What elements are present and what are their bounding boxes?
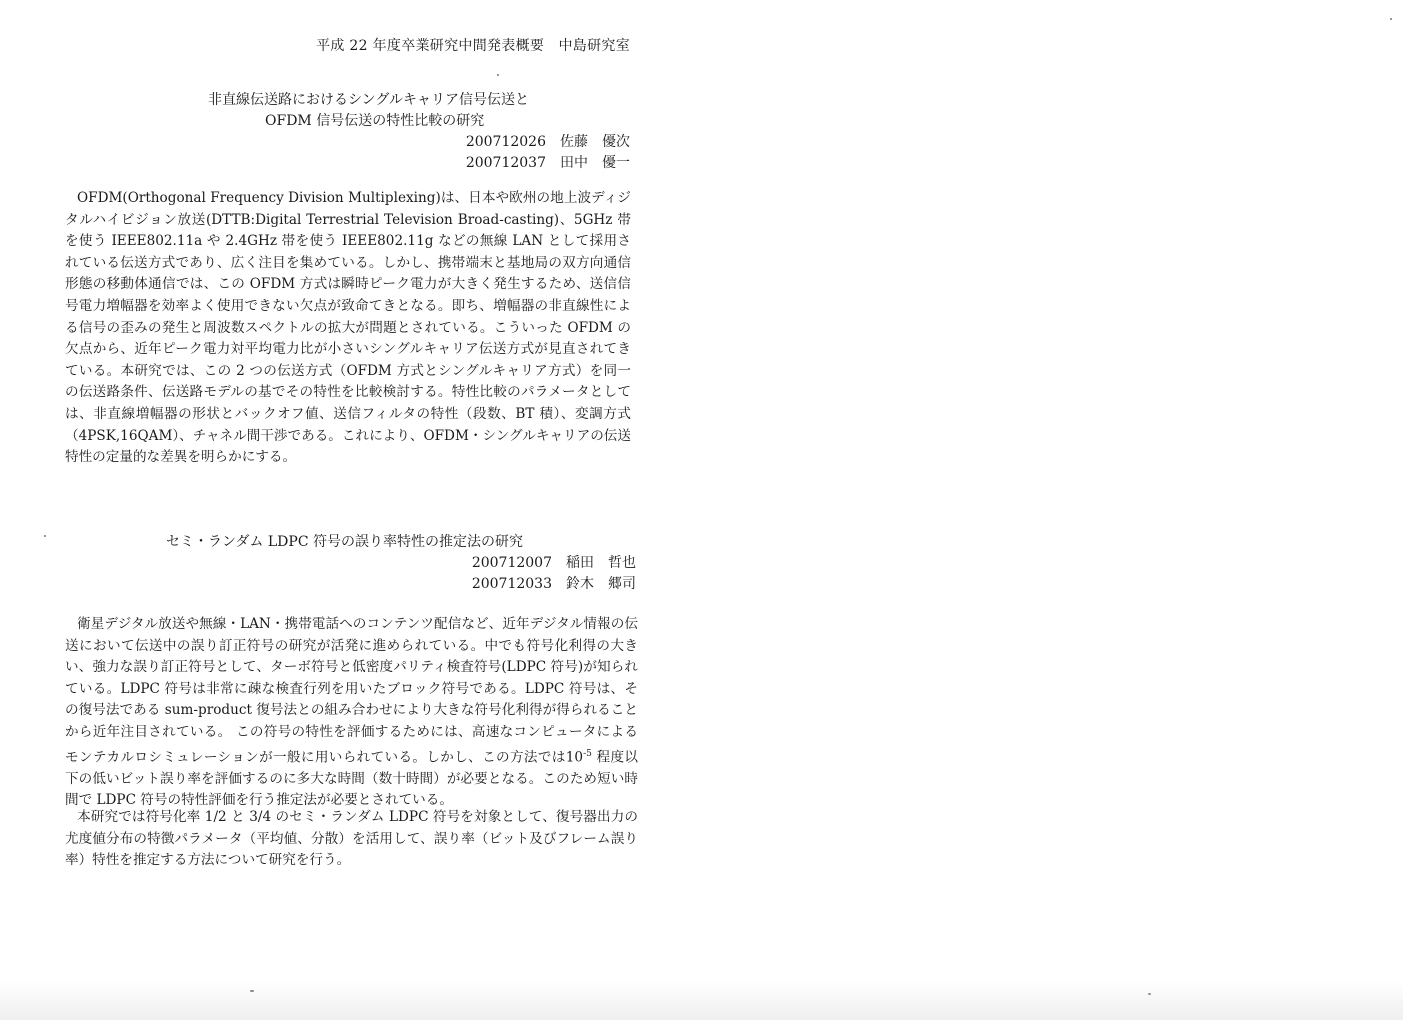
scan-shadow (0, 980, 1403, 1020)
paper2-author-1: 200712007 稲田 哲也 (471, 555, 636, 571)
paper1-title-line1: 非直線伝送路におけるシングルキャリア信号伝送と (208, 92, 529, 108)
report-header: 平成 22 年度卒業研究中間発表概要 中島研究室 (316, 38, 630, 54)
paper2-abstract-paragraph-2 (65, 807, 638, 872)
paper2-abstract-paragraph-1 (65, 614, 638, 812)
paper1-abstract-text: OFDM(Orthogonal Frequency Division Multiplexing)は、日本や欧州の地上波ディジタルハイビジョン放送(DTTB:Digital Terrestrial Television Broad-casting)、5GHz 帯を使う IEEE802.11a や 2.4GHz 帯を使う IEEE802.11g などの無線 LAN として採用されている伝送方式であり、広く注目を集めている。しかし、携帯端末と基地局の双方向通信形態の移動体通信では、この OFDM 方式は瞬時ピーク電力が大きく発生するため、送信信号電力増幅器を効率よく使用できない欠点が致命てきとなる。即ち、増幅器の非直線性による信号の歪みの発生と周波数スペクトルの拡大が問題とされている。こういった OFDM の欠点から、近年ピーク電力対平均電力比が小さいシングルキャリア伝送方式が見直されてきている。本研究では、この 2 つの伝送方式（OFDM 方式とシングルキャリア方式）を同一の伝送路条件、伝送路モデルの基でその特性を比較検討する。特性比較のパラメータとしては、非直線増幅器の形状とバックオフ値、送信フィルタの特性（段数、BT 積）、変調方式（4PSK,16QAM）、チャネル間干渉である。これにより、OFDM・シングルキャリアの伝送特性の定量的な差異を明らかにする。 (65, 190, 631, 466)
paper2-abstract-text-2: 本研究では符号化率 1/2 と 3/4 のセミ・ランダム LDPC 符号を対象として、復号器出力の尤度値分布の特徴パラメータ（平均値、分散）を活用して、誤り率（ビット及びフレーム誤り率）特性を推定する方法について研究を行う。 (65, 809, 638, 869)
paper1-author-1: 200712026 佐藤 優次 (465, 134, 630, 150)
paper2-abstract-text-1-rest: 程度以下の低いビット誤り率を評価するのに多大な時間（数十時間）が必要となる。このため短い時間で LDPC 符号の特性評価を行う推定法が必要とされている。 (65, 749, 638, 809)
paper1-abstract (65, 188, 631, 469)
scan-speck (1390, 18, 1392, 20)
scan-speck (44, 535, 46, 537)
paper2-abstract-text-1: 衛星デジタル放送や無線・LAN・携帯電話へのコンテンツ配信など、近年デジタル情報の伝送において伝送中の誤り訂正符号の研究が活発に進められている。中でも符号化利得の大きい、強力な誤り訂正符号として、ターボ符号と低密度パリティ検査符号(LDPC 符号)が知られている。LDPC 符号は非常に疎な検査行列を用いたブロック符号である。LDPC 符号は、その復号法である sum-product 復号法との組み合わせにより大きな符号化利得が得られることから近年注目されている。 この符号の特性を評価するためには、高速なコンピュータによるモンテカルロシミュレーションが一般に用いられている。しかし、この方法では (65, 616, 638, 766)
paper2-title: セミ・ランダム LDPC 符号の誤り率特性の推定法の研究 (166, 534, 523, 550)
exponent-power: -5 (583, 748, 592, 759)
paper1-author-2: 200712037 田中 優一 (465, 155, 630, 171)
paper2-author-2: 200712033 鈴木 郷司 (471, 576, 636, 592)
document-page (0, 0, 700, 1020)
paper1-title-line2: OFDM 信号伝送の特性比較の研究 (265, 113, 485, 129)
scan-speck (497, 74, 499, 76)
exponent-base: 10 (565, 749, 584, 766)
